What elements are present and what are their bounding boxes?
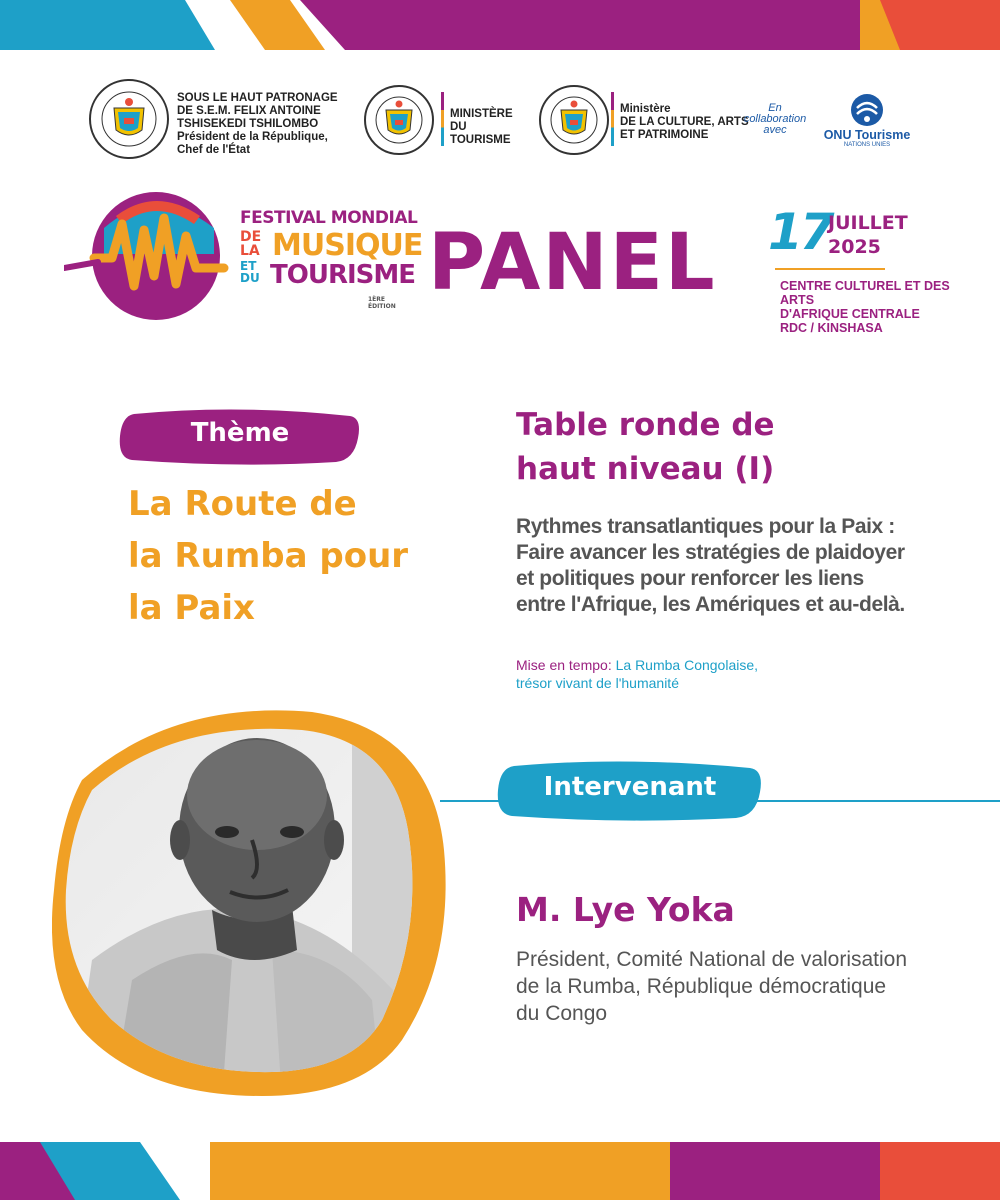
divider-bar — [441, 92, 444, 146]
festival-logo-icon — [64, 188, 234, 328]
ministry-tourism-text — [450, 108, 530, 147]
role-line2: de la Rumba, République démocratique — [516, 975, 887, 998]
ministry-culture-line1: Ministère — [620, 103, 671, 115]
role-line1: Président, Comité National de valorisation — [516, 948, 908, 971]
tempo-value1: La Rumba Congolaise, — [615, 657, 759, 673]
panel-title: PANEL — [428, 218, 717, 308]
onu-tourisme-name: ONU Tourisme — [823, 128, 911, 142]
onu-tourisme-logo-icon — [849, 92, 885, 128]
culture-seal-icon — [538, 84, 610, 156]
theme-label: Thème — [190, 418, 290, 448]
theme-title-line3: la Paix — [128, 588, 255, 628]
collab-line2: collaboration — [743, 113, 807, 125]
festival-tourisme: TOURISME — [270, 260, 416, 290]
venue-line3: RDC / KINSHASA — [780, 321, 883, 335]
festival-de-la: DE LA — [240, 229, 262, 259]
tempo-value2: trésor vivant de l'humanité — [516, 675, 679, 691]
ministry-tourism-line1: MINISTÈRE — [450, 108, 513, 120]
table-description — [516, 514, 936, 618]
onu-tourisme-sub: NATIONS UNIES — [843, 142, 891, 148]
patronage-text — [177, 92, 347, 157]
patronage-line2: DE S.E.M. FELIX ANTOINE — [177, 105, 321, 117]
ministry-culture-line3: ET PATRIMOINE — [620, 129, 709, 141]
speaker-photo — [52, 700, 450, 1100]
intervenant-label: Intervenant — [543, 772, 717, 802]
presidency-seal-icon — [88, 78, 170, 160]
collab-line3: avec — [763, 124, 787, 136]
venue — [780, 279, 970, 335]
date-day: 17 — [768, 203, 832, 261]
desc-line1: Rythmes transatlantiques pour la Paix : — [516, 515, 895, 538]
festival-musique: MUSIQUE — [272, 228, 423, 263]
desc-line4: entre l'Afrique, les Amériques et au-delà. — [516, 593, 905, 616]
venue-line1: CENTRE CULTUREL ET DES ARTS — [780, 279, 950, 307]
bottom-color-band — [0, 1142, 1000, 1200]
divider-bar — [611, 92, 614, 146]
table-ronde-title — [516, 403, 846, 491]
collab-line1: En — [768, 102, 782, 114]
patronage-line3: TSHISEKEDI TSHILOMBO — [177, 118, 319, 130]
government-seal-icon — [363, 84, 435, 156]
table-title-line1: Table ronde de — [516, 407, 775, 443]
festival-et-du: ET DU — [240, 259, 260, 285]
ministry-culture-line2: DE LA CULTURE, ARTS — [620, 116, 749, 128]
festival-edition: 1ÈRE ÉDITION — [368, 296, 396, 310]
patronage-line5: Chef de l'État — [177, 144, 251, 156]
date-underline — [775, 268, 885, 270]
table-title-line2: haut niveau (I) — [516, 451, 775, 487]
ministry-culture-text — [620, 103, 750, 142]
theme-title-line1: La Route de — [128, 484, 357, 524]
theme-title — [128, 478, 488, 634]
desc-line3: et politiques pour renforcer les liens — [516, 567, 864, 590]
mise-en-tempo — [516, 656, 846, 692]
theme-title-line2: la Rumba pour — [128, 536, 409, 576]
venue-line2: D'AFRIQUE CENTRALE — [780, 307, 920, 321]
patronage-line1: SOUS LE HAUT PATRONAGE — [177, 92, 338, 104]
desc-line2: Faire avancer les stratégies de plaidoyer — [516, 541, 905, 564]
festival-title-line1: FESTIVAL MONDIAL — [240, 208, 418, 228]
date-month: JUILLET — [828, 212, 908, 234]
speaker-role — [516, 946, 956, 1027]
collaboration-text — [742, 103, 808, 136]
speaker-name: M. Lye Yoka — [516, 890, 735, 929]
role-line3: du Congo — [516, 1002, 608, 1025]
ministry-tourism-line2: DU TOURISME — [450, 121, 511, 146]
date-year: 2025 — [828, 236, 881, 258]
patronage-line4: Président de la République, — [177, 131, 328, 143]
top-color-band — [0, 0, 1000, 56]
tempo-label: Mise en tempo: — [516, 657, 612, 673]
